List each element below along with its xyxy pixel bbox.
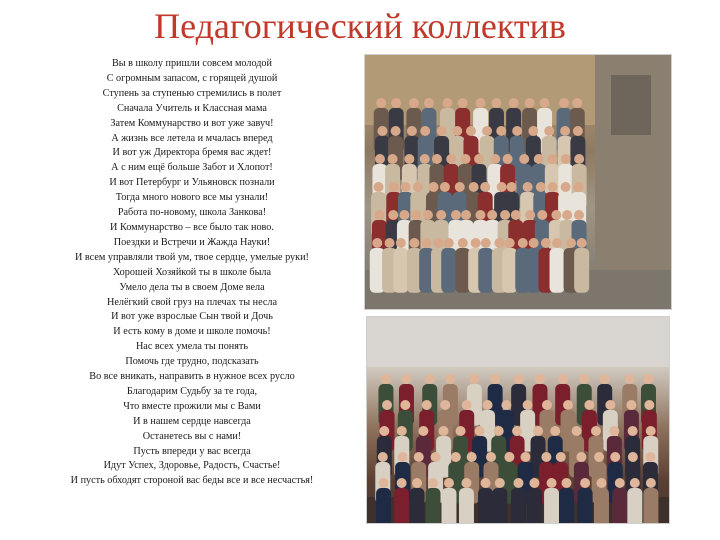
- person-head: [483, 400, 493, 410]
- person-head: [610, 452, 620, 462]
- person-head: [615, 478, 625, 488]
- person-head: [446, 154, 456, 164]
- person-head: [424, 98, 434, 108]
- poem-line: Во все вникать, направить в нужное всех русло: [89, 371, 295, 383]
- person-head: [491, 98, 501, 108]
- poem-line: Нелёгкий свой груз на плечах ты несла: [106, 296, 278, 308]
- person-head: [503, 154, 513, 164]
- person-head: [645, 452, 655, 462]
- person-figure: [627, 488, 642, 523]
- poem-line: Сначала Учитель и Классная мама: [117, 102, 267, 114]
- poem-line: Помочь где трудно, подсказать: [125, 356, 259, 368]
- person-figure: [441, 488, 456, 523]
- person-head: [562, 478, 572, 488]
- poem-line: Идут Успех, Здоровье, Радость, Счастье!: [103, 460, 281, 472]
- person-figure: [544, 488, 559, 523]
- person-head: [440, 400, 450, 410]
- person-head: [445, 374, 455, 384]
- person-head: [591, 426, 601, 436]
- person-figure: [559, 488, 574, 523]
- person-figure: [459, 488, 474, 523]
- person-head: [541, 452, 551, 462]
- person-head: [396, 238, 406, 248]
- person-head: [579, 374, 589, 384]
- person-figure: [492, 488, 507, 523]
- person-head: [628, 426, 638, 436]
- person-figure: [394, 488, 409, 523]
- person-head: [512, 126, 522, 136]
- person-figure: [578, 488, 593, 523]
- person-head: [451, 210, 461, 220]
- person-head: [412, 478, 422, 488]
- person-head: [490, 154, 500, 164]
- person-head: [525, 98, 535, 108]
- group-photo-top: [364, 54, 672, 310]
- person-figure: [511, 488, 526, 523]
- person-head: [461, 154, 471, 164]
- person-head: [467, 452, 477, 462]
- person-head: [389, 182, 399, 192]
- person-head: [475, 426, 485, 436]
- person-head: [518, 238, 528, 248]
- person-head: [409, 98, 419, 108]
- person-head: [513, 478, 523, 488]
- poem-line: И в нашем сердце навсегда: [133, 415, 251, 427]
- person-head: [560, 126, 570, 136]
- person-head: [514, 374, 524, 384]
- poem-line: Благодарим Судьбу за те года,: [126, 385, 258, 397]
- person-head: [400, 400, 410, 410]
- person-head: [378, 452, 388, 462]
- person-head: [439, 426, 449, 436]
- person-figure: [441, 248, 456, 293]
- person-head: [379, 478, 389, 488]
- poem-line: Вы в школу пришли совсем молодой: [112, 58, 272, 69]
- person-head: [501, 400, 511, 410]
- person-figure: [376, 488, 391, 523]
- person-head: [482, 126, 492, 136]
- person-head: [552, 238, 562, 248]
- poem-line: Нас всех умела ты понять: [135, 341, 249, 353]
- person-figure: [410, 488, 425, 523]
- poem-line: Работа по-новому, школа Занкова!: [117, 207, 267, 219]
- person-head: [594, 452, 604, 462]
- person-head: [372, 238, 382, 248]
- person-head: [397, 426, 407, 436]
- poem-line: Что вместе прожили мы с Вами: [123, 400, 261, 412]
- person-head: [551, 210, 561, 220]
- person-head: [512, 426, 522, 436]
- poem-line: И пусть обходят стороной вас беды все и все несчастья!: [70, 475, 314, 487]
- person-figure: [478, 488, 493, 523]
- person-head: [505, 238, 515, 248]
- person-head: [461, 210, 471, 220]
- person-head: [646, 478, 656, 488]
- person-head: [388, 154, 398, 164]
- person-head: [476, 98, 486, 108]
- person-head: [414, 452, 424, 462]
- person-head: [475, 210, 485, 220]
- person-head: [452, 126, 462, 136]
- person-head: [541, 238, 551, 248]
- person-head: [428, 478, 438, 488]
- person-head: [397, 478, 407, 488]
- person-head: [437, 126, 447, 136]
- person-head: [404, 154, 414, 164]
- person-head: [455, 182, 465, 192]
- person-head: [487, 210, 497, 220]
- person-head: [600, 374, 610, 384]
- person-head: [374, 182, 384, 192]
- person-head: [381, 374, 391, 384]
- person-head: [643, 374, 653, 384]
- poem-line: А жизнь все летела и мчалась вперед: [111, 132, 273, 144]
- person-head: [626, 400, 636, 410]
- person-head: [576, 452, 586, 462]
- person-head: [596, 478, 606, 488]
- person-head: [574, 154, 584, 164]
- person-head: [496, 126, 506, 136]
- person-head: [497, 182, 507, 192]
- person-head: [494, 426, 504, 436]
- person-head: [561, 154, 571, 164]
- group-photo-bottom: [366, 316, 670, 524]
- poem-line: И всем управляли твой ум, твое сердце, умелые руки!: [75, 251, 309, 263]
- person-head: [462, 400, 472, 410]
- poem-line: Умело дела ты в своем Доме вела: [119, 281, 265, 293]
- poem-line: Поездки и Встречи и Жажда Науки!: [113, 236, 271, 248]
- person-figure: [612, 488, 627, 523]
- person-head: [547, 478, 557, 488]
- person-head: [566, 238, 576, 248]
- person-head: [413, 182, 423, 192]
- person-head: [528, 126, 538, 136]
- person-head: [511, 210, 521, 220]
- person-head: [376, 98, 386, 108]
- person-head: [520, 452, 530, 462]
- person-head: [574, 182, 584, 192]
- person-head: [535, 374, 545, 384]
- person-figure: [643, 488, 658, 523]
- person-head: [573, 126, 583, 136]
- person-head: [529, 478, 539, 488]
- person-head: [385, 238, 395, 248]
- person-head: [523, 400, 533, 410]
- person-head: [434, 238, 444, 248]
- person-head: [398, 452, 408, 462]
- person-figure: [527, 488, 542, 523]
- poem-line: С огромным запасом, с горящей душой: [106, 72, 278, 84]
- person-figure: [455, 248, 470, 293]
- person-head: [562, 210, 572, 220]
- page-title: Педагогический коллектив: [154, 6, 566, 46]
- person-head: [625, 374, 635, 384]
- person-head: [391, 98, 401, 108]
- person-head: [495, 478, 505, 488]
- person-head: [401, 374, 411, 384]
- person-figure: [550, 248, 565, 293]
- person-head: [471, 238, 481, 248]
- poem-line: Затем Коммунарство и вот уже завуч!: [110, 117, 274, 129]
- person-head: [375, 154, 385, 164]
- person-head: [494, 238, 504, 248]
- person-head: [409, 238, 419, 248]
- person-head: [422, 400, 432, 410]
- person-head: [377, 126, 387, 136]
- group-photo-top-image: [365, 55, 671, 309]
- person-head: [399, 210, 409, 220]
- person-head: [481, 478, 491, 488]
- poem-line: И есть кому в доме и школе помочь!: [113, 326, 271, 338]
- person-head: [563, 400, 573, 410]
- person-head: [556, 452, 566, 462]
- person-figure: [594, 488, 609, 523]
- person-head: [420, 154, 430, 164]
- person-head: [609, 426, 619, 436]
- person-head: [391, 126, 401, 136]
- person-head: [605, 400, 615, 410]
- person-head: [480, 182, 490, 192]
- person-head: [466, 126, 476, 136]
- person-head: [425, 374, 435, 384]
- person-head: [533, 426, 543, 436]
- person-head: [458, 98, 468, 108]
- person-head: [440, 182, 450, 192]
- person-figure: [502, 248, 517, 293]
- person-head: [547, 154, 557, 164]
- person-head: [444, 478, 454, 488]
- person-head: [547, 182, 557, 192]
- person-head: [509, 98, 519, 108]
- person-head: [490, 374, 500, 384]
- poem-line: И вот уж Директора бремя вас ждет!: [112, 147, 272, 159]
- person-head: [411, 210, 421, 220]
- person-head: [558, 374, 568, 384]
- person-head: [523, 182, 533, 192]
- person-head: [431, 452, 441, 462]
- person-head: [418, 426, 428, 436]
- person-head: [474, 154, 484, 164]
- person-head: [544, 126, 554, 136]
- person-head: [436, 210, 446, 220]
- person-figure: [426, 488, 441, 523]
- person-head: [469, 374, 479, 384]
- person-head: [537, 210, 547, 220]
- person-head: [577, 238, 587, 248]
- person-head: [486, 452, 496, 462]
- person-head: [580, 478, 590, 488]
- poem-line: Тогда много нового все мы узнали!: [115, 192, 269, 204]
- person-head: [442, 98, 452, 108]
- person-head: [572, 426, 582, 436]
- person-head: [572, 98, 582, 108]
- person-head: [540, 98, 550, 108]
- person-head: [529, 238, 539, 248]
- person-head: [379, 426, 389, 436]
- person-head: [550, 426, 560, 436]
- person-head: [458, 238, 468, 248]
- poem-text: [22, 57, 362, 489]
- poem-line: И вот уже взрослые Сын твой и Дочь: [111, 311, 273, 323]
- person-head: [584, 400, 594, 410]
- poem-line: И вот Петербург и Ульяновск познали: [109, 177, 275, 189]
- poem-line: А с ним ещё больше Забот и Хлопот!: [111, 162, 273, 174]
- person-head: [561, 182, 571, 192]
- person-head: [382, 400, 392, 410]
- group-photo-bottom-image: [367, 317, 669, 523]
- person-head: [574, 210, 584, 220]
- person-head: [628, 452, 638, 462]
- person-head: [420, 126, 430, 136]
- person-head: [542, 400, 552, 410]
- person-head: [388, 210, 398, 220]
- person-head: [630, 478, 640, 488]
- poem-line: И Коммунарство – все было так ново.: [110, 221, 274, 233]
- person-head: [534, 154, 544, 164]
- person-head: [481, 238, 491, 248]
- person-head: [401, 182, 411, 192]
- person-head: [456, 426, 466, 436]
- person-head: [644, 400, 654, 410]
- person-head: [525, 210, 535, 220]
- poem-line: Пусть впереди у вас всегда: [133, 445, 251, 457]
- person-head: [407, 126, 417, 136]
- person-head: [504, 452, 514, 462]
- person-head: [432, 154, 442, 164]
- person-figure: [574, 248, 589, 293]
- person-head: [559, 98, 569, 108]
- person-head: [519, 154, 529, 164]
- person-head: [444, 238, 454, 248]
- person-figure: [393, 248, 408, 293]
- poem-line: Хорошей Хозяйкой ты в школе была: [112, 266, 272, 278]
- person-figure: [478, 248, 493, 293]
- person-head: [461, 478, 471, 488]
- person-head: [423, 210, 433, 220]
- person-head: [507, 182, 517, 192]
- person-head: [422, 238, 432, 248]
- person-head: [469, 182, 479, 192]
- person-head: [646, 426, 656, 436]
- poem-line: Ступень за ступенью стремились в полет: [102, 87, 282, 99]
- poem-line: Останетесь вы с нами!: [142, 430, 242, 442]
- person-head: [429, 182, 439, 192]
- person-head: [451, 452, 461, 462]
- person-head: [500, 210, 510, 220]
- person-head: [536, 182, 546, 192]
- person-head: [374, 210, 384, 220]
